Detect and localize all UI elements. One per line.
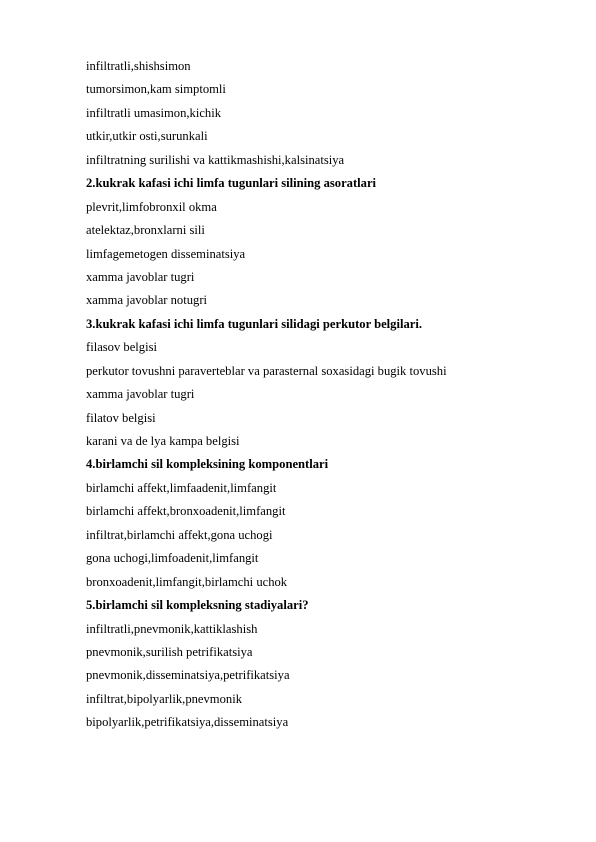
answer-option: gona uchogi,limfoadenit,limfangit <box>86 551 259 566</box>
answer-option: bipolyarlik,petrifikatsiya,disseminatsiya <box>86 715 289 730</box>
answer-option: filasov belgisi <box>86 340 158 355</box>
answer-option: infiltrat,bipolyarlik,pnevmonik <box>86 691 242 706</box>
question-heading: 5.birlamchi sil kompleksning stadiyalari? <box>86 598 309 613</box>
answer-option: infiltratning surilishi va kattikmashishi,kalsinatsiya <box>86 152 345 167</box>
answer-option: xamma javoblar tugri <box>86 269 195 284</box>
answer-option: atelektaz,bronxlarni sili <box>86 223 205 238</box>
answer-option: infiltrat,birlamchi affekt,gona uchogi <box>86 527 273 542</box>
answer-option: bronxoadenit,limfangit,birlamchi uchok <box>86 574 288 589</box>
answer-option: limfagemetogen disseminatsiya <box>86 246 246 261</box>
answer-option: filatov belgisi <box>86 410 156 425</box>
answer-option: birlamchi affekt,limfaadenit,limfangit <box>86 480 277 495</box>
answer-option: infiltratli,shishsimon <box>86 59 191 73</box>
question-heading: 2.kukrak kafasi ichi limfa tugunlari silining asoratlari <box>86 176 377 191</box>
answer-option: utkir,utkir osti,surunkali <box>86 129 208 144</box>
answer-option: pnevmonik,disseminatsiya,petrifikatsiya <box>86 668 290 683</box>
answer-option: infiltratli,pnevmonik,kattiklashish <box>86 621 258 636</box>
answer-option: karani va de lya kampa belgisi <box>86 434 240 448</box>
question-heading: 3.kukrak kafasi ichi limfa tugunlari silidagi perkutor belgilari. <box>86 316 422 331</box>
answer-option: xamma javoblar tugri <box>86 387 195 402</box>
answer-option: perkutor tovushni paraverteblar va parasternal soxasidagi bugik tovushi <box>86 363 447 378</box>
answer-option: infiltratli umasimon,kichik <box>86 105 222 120</box>
answer-option: birlamchi affekt,bronxoadenit,limfangit <box>86 504 286 519</box>
question-heading: 4.birlamchi sil kompleksining komponentlari <box>86 457 329 472</box>
answer-option: tumorsimon,kam simptomli <box>86 82 226 97</box>
answer-option: xamma javoblar notugri <box>86 293 208 308</box>
answer-option: pnevmonik,surilish petrifikatsiya <box>86 644 253 659</box>
document-body <box>86 55 566 735</box>
answer-option: plevrit,limfobronxil okma <box>86 199 217 214</box>
